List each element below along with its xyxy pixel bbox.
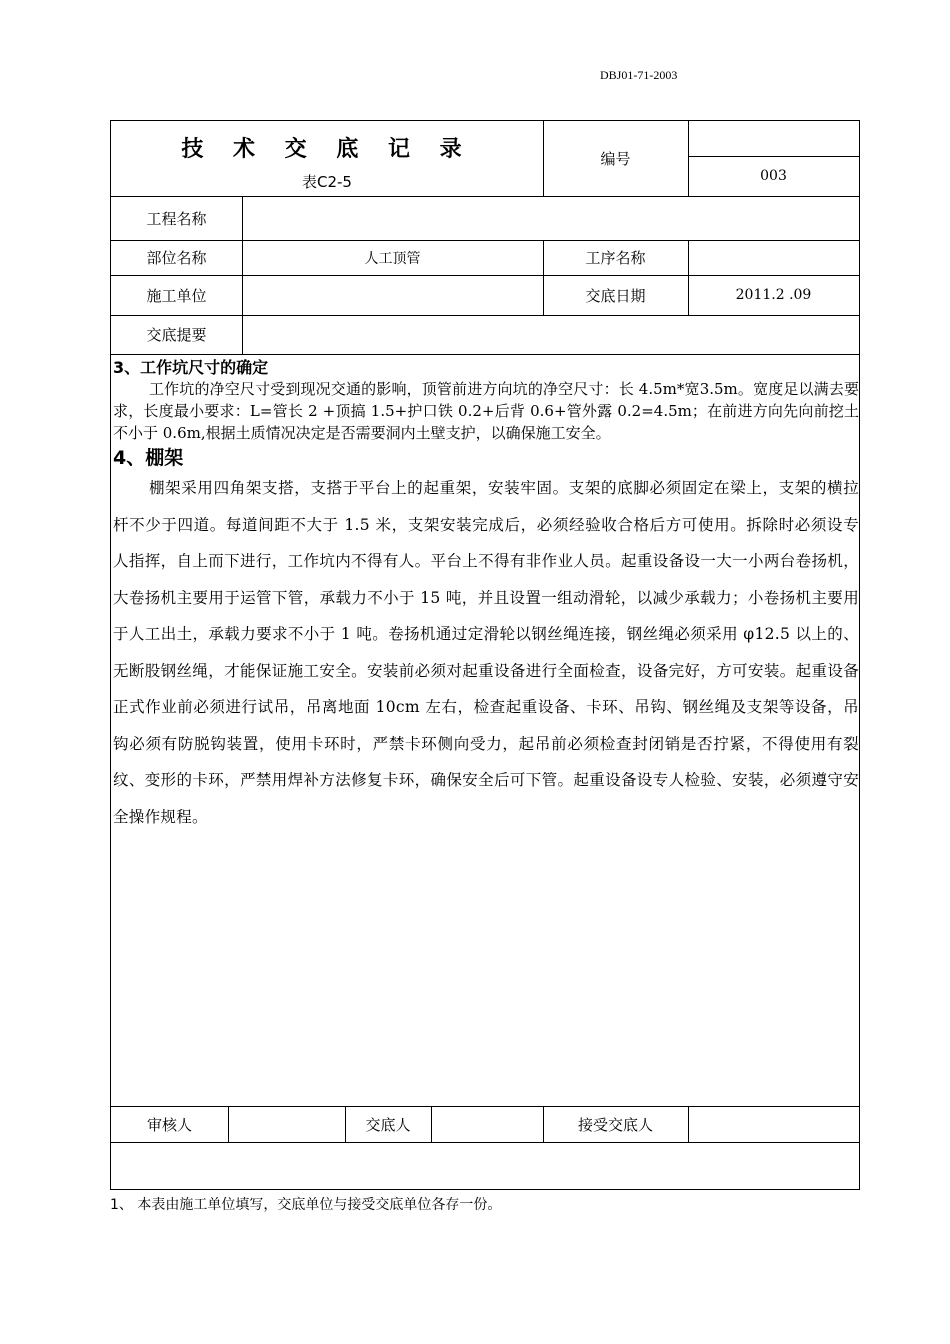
number-top-cell <box>688 121 859 156</box>
summary-field[interactable] <box>242 315 859 354</box>
reviewer-label: 审核人 <box>146 1115 192 1134</box>
section-3-text: 工作坑的净空尺寸受到现况交通的影响，顶管前进方向坑的净空尺寸：长 4.5m*宽3.5m。宽度足以满去要求，长度最小要求：L=管长 2 +顶搞 1.5+护口铁 0.2+后背 0.6+管外露 0.2=4.5m；在前进方向先向前挖土不小于 0.6m,根据土质情况决定是否需要洞内土壁支护，以确保施工安全。 <box>113 380 859 442</box>
date-label: 交底日期 <box>585 286 646 305</box>
signature-area[interactable] <box>111 1142 859 1189</box>
part-name-label: 部位名称 <box>146 249 207 267</box>
process-name-field[interactable] <box>688 240 859 275</box>
disclosure-form <box>110 120 860 1190</box>
section-4-text: 棚架采用四角架支搭，支搭于平台上的起重架，安装牢固。支架的底脚必须固定在梁上，支架的横拉杆不少于四道。每道间距不大于 1.5 米，支架安装完成后，必须经验收合格后方可使用。拆除时必须设专人指挥，自上而下进行，工作坑内不得有人。平台上不得有非作业人员。起重设备设一大一小两台卷扬机，大卷扬机主要用于运管下管，承载力不小于 15 吨，并且设置一组动滑轮，以减少承载力；小卷扬机主要用于人工出土，承载力要求不小于 1 吨。卷扬机通过定滑轮以钢丝绳连接，钢丝绳必须采用 φ12.5 以上的、无断股钢丝绳，才能保证施工安全。安装前必须对起重设备进行全面检查，设备完好，方可安装。起重设备正式作业前必须进行试吊，吊离地面 10cm 左右，检查起重设备、卡环、吊钩、钢丝绳及支架等设备，吊钩必须有防脱钩装置，使用卡环时，严禁卡环侧向受力，起吊前必须检查封闭销是否拧紧，不得使用有裂纹、变形的卡环，严禁用焊补方法修复卡环，确保安全后可下管。起重设备设专人检验、安装，必须遵守安全操作规程。 <box>113 479 859 826</box>
project-name-field[interactable] <box>242 196 859 240</box>
form-title: 技 术 交 底 记 录 <box>181 136 473 162</box>
receiver-field[interactable] <box>688 1106 859 1142</box>
summary-label: 交底提要 <box>146 326 207 344</box>
number-label: 编号 <box>600 150 631 168</box>
reviewer-field[interactable] <box>228 1106 345 1142</box>
disclosure-content <box>113 358 859 835</box>
section-4-heading: 4、棚架 <box>113 447 184 469</box>
discloser-label: 交底人 <box>365 1115 411 1134</box>
date-field[interactable]: 2011.2 .09 <box>735 287 812 303</box>
divider <box>111 354 859 355</box>
project-name-label: 工程名称 <box>146 209 207 228</box>
section-3-heading: 3、工作坑尺寸的确定 <box>113 358 269 377</box>
discloser-field[interactable] <box>431 1106 543 1142</box>
footnote: 1、 本表由施工单位填写，交底单位与接受交底单位各存一份。 <box>110 1197 502 1213</box>
form-number: 表C2-5 <box>302 172 352 191</box>
part-name-field[interactable]: 人工顶管 <box>364 250 421 267</box>
number-value: 003 <box>760 168 787 184</box>
document-code: DBJ01-71-2003 <box>600 68 678 82</box>
process-name-label: 工序名称 <box>585 249 646 267</box>
receiver-label: 接受交底人 <box>577 1115 653 1134</box>
construction-unit-label: 施工单位 <box>146 286 207 305</box>
construction-unit-field[interactable] <box>242 275 543 315</box>
